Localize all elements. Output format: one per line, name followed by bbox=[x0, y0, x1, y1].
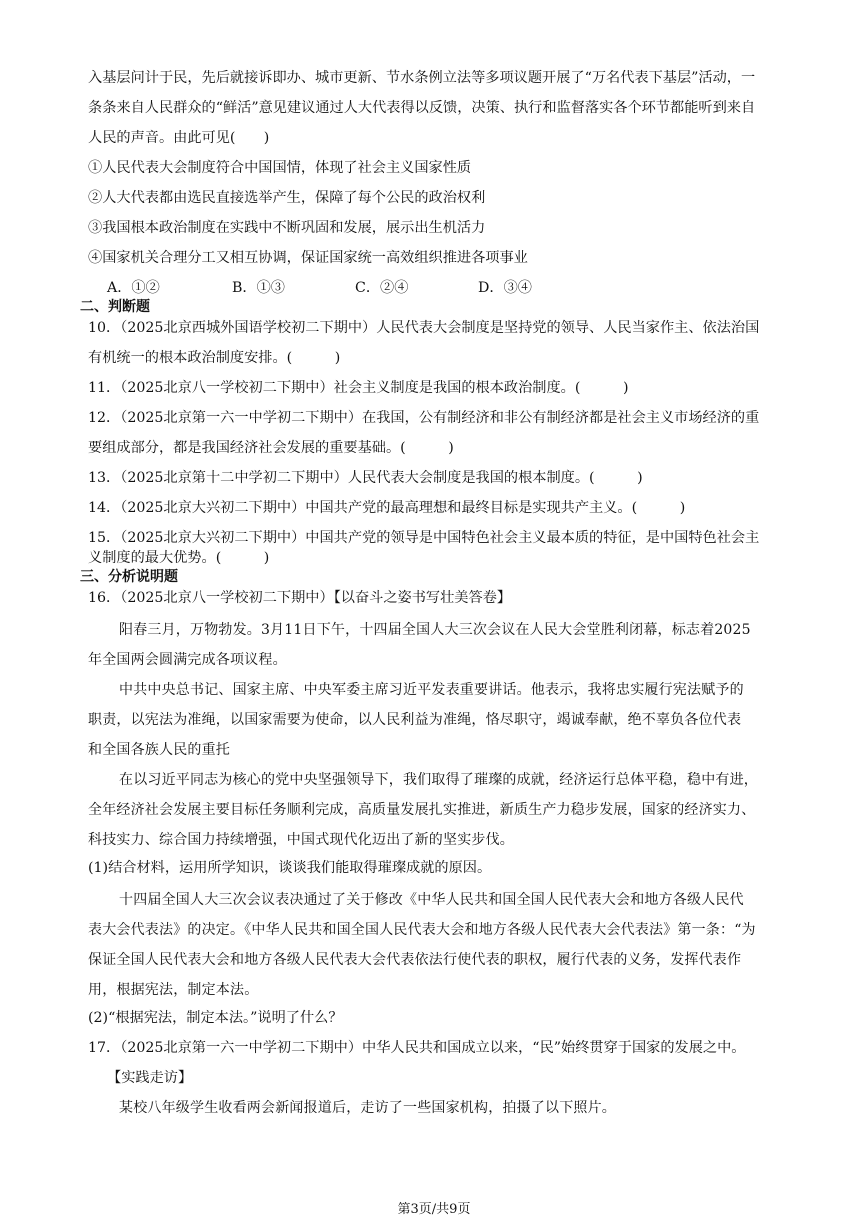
q16-material-4-line-4: 用，根据宪法，制定本法。 bbox=[88, 982, 259, 998]
q9-item-1: ①人民代表大会制度符合中国国情，体现了社会主义国家性质 bbox=[88, 160, 472, 176]
q16-material-2-line-1: 中共中央总书记、国家主席、中央军委主席习近平发表重要讲话。他表示，我将忠实履行宪法赋予的 bbox=[119, 682, 744, 698]
q16-material-4-line-1: 十四届全国人大三次会议表决通过了关于修改《中华人民共和国全国人民代表大会和地方各级人民代 bbox=[119, 892, 744, 908]
q16-material-3-line-2: 全年经济社会发展主要目标任务顺利完成，高质量发展扎实推进，新质生产力稳步发展，国家的经济实力、 bbox=[88, 802, 756, 818]
q16-material-4-line-2: 表大会代表法》的决定。《中华人民共和国全国人民代表大会和地方各级人民代表大会代表法》第一条：“为 bbox=[88, 922, 756, 938]
q16-material-2-line-3: 和全国各族人民的重托 bbox=[88, 742, 230, 758]
q16-material-1-line-2: 年全国两会圆满完成各项议程。 bbox=[88, 652, 287, 668]
q17-text-line-1: 某校八年级学生收看两会新闻报道后，走访了一些国家机构，拍摄了以下照片。 bbox=[119, 1100, 616, 1116]
q9-item-3: ③我国根本政治制度在实践中不断巩固和发展，展示出生机活力 bbox=[88, 220, 486, 236]
q14-line: 14．（2025北京大兴初二下期中）中国共产党的最高理想和最终目标是实现共产主义。( ) bbox=[88, 500, 686, 516]
q17-subheading: 【实践走访】 bbox=[107, 1070, 193, 1086]
q16-material-1-line-1: 阳春三月，万物勃发。3月11日下午，十四届全国人大三次会议在人民大会堂胜利闭幕，标志着2025 bbox=[119, 622, 751, 638]
q9-text-line-1: 入基层问计于民，先后就接诉即办、城市更新、节水条例立法等多项议题开展了“万名代表下基层”活动，一 bbox=[88, 70, 756, 86]
q9-option-c: C．②④ bbox=[355, 280, 409, 296]
section-heading-analysis: 三、分析说明题 bbox=[80, 569, 178, 585]
q10-line-2: 有机统一的根本政治制度安排。( ) bbox=[88, 350, 341, 366]
q10-line-1: 10．（2025北京西城外国语学校初二下期中）人民代表大会制度是坚持党的领导、人民当家作主、依法治国 bbox=[88, 320, 760, 336]
q9-item-2: ②人大代表都由选民直接选举产生，保障了每个公民的政治权利 bbox=[88, 190, 486, 206]
q16-material-3-line-1: 在以习近平同志为核心的党中央坚强领导下，我们取得了璀璨的成就，经济运行总体平稳，稳中有进， bbox=[119, 772, 758, 788]
q15-line-1: 15．（2025北京大兴初二下期中）中国共产党的领导是中国特色社会主义最本质的特征，是中国特色社会主 bbox=[88, 530, 760, 546]
q9-item-4: ④国家机关合理分工又相互协调，保证国家统一高效组织推进各项事业 bbox=[88, 250, 528, 266]
q16-material-3-line-3: 科技实力、综合国力持续增强，中国式现代化迈出了新的坚实步伐。 bbox=[88, 832, 514, 848]
q9-text-line-2: 条条来自人民群众的“鲜活”意见建议通过人大代表得以反馈，决策、执行和监督落实各个环节都能听到来自 bbox=[88, 100, 756, 116]
q12-line-1: 12．（2025北京第一六一中学初二下期中）在我国，公有制经济和非公有制经济都是社会主义市场经济的重 bbox=[88, 410, 760, 426]
q16-sub-question-2: (2)“根据宪法，制定本法。”说明了什么？ bbox=[88, 1010, 343, 1026]
q15-line-2: 义制度的最大优势。( ) bbox=[88, 550, 270, 566]
q16-material-2-line-2: 职责，以宪法为准绳，以国家需要为使命，以人民利益为准绳，恪尽职守，竭诚奉献，绝不辜负各位代表 bbox=[88, 712, 742, 728]
q11-line: 11．（2025北京八一学校初二下期中）社会主义制度是我国的根本政治制度。( ) bbox=[88, 380, 629, 396]
q16-title: 16．（2025北京八一学校初二下期中）【以奋斗之姿书写壮美答卷】 bbox=[88, 590, 512, 606]
section-heading-judge: 二、判断题 bbox=[80, 299, 150, 315]
q9-text-line-3: 人民的声音。由此可见( ) bbox=[88, 130, 270, 146]
q16-sub-question-1: (1)结合材料，运用所学知识，谈谈我们能取得璀璨成就的原因。 bbox=[88, 860, 492, 876]
q9-option-a: A．①② bbox=[107, 280, 160, 296]
q12-line-2: 要组成部分，都是我国经济社会发展的重要基础。( ) bbox=[88, 440, 454, 456]
page-number-footer: 第3页/共9页 bbox=[397, 1202, 471, 1217]
q13-line: 13．（2025北京第十二中学初二下期中）人民代表大会制度是我国的根本制度。( ) bbox=[88, 470, 643, 486]
q16-material-4-line-3: 保证全国人民代表大会和地方各级人民代表大会代表依法行使代表的职权，履行代表的义务，发挥代表作 bbox=[88, 952, 742, 968]
q17-title: 17．（2025北京第一六一中学初二下期中）中华人民共和国成立以来，“民”始终贯穿于国家的发展之中。 bbox=[88, 1040, 746, 1056]
q9-option-b: B．①③ bbox=[232, 280, 285, 296]
q9-option-d: D．③④ bbox=[478, 280, 532, 296]
